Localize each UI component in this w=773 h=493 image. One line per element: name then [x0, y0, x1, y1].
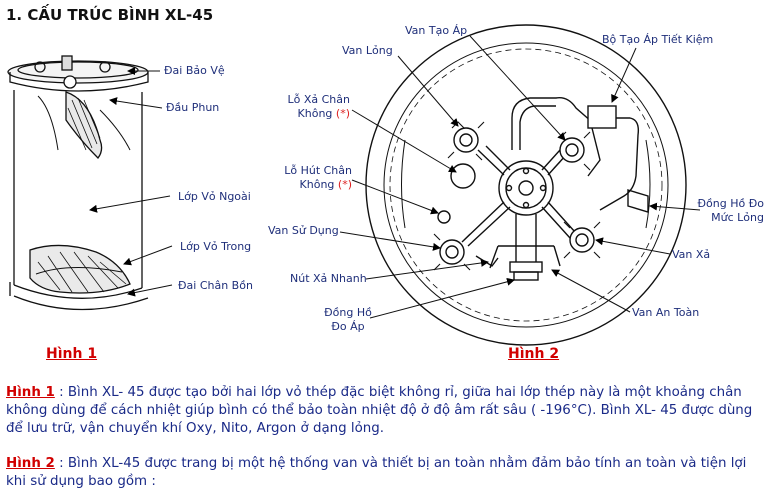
valve-drawing	[366, 25, 686, 345]
paragraph-figure1-text: : Bình XL- 45 được tạo bởi hai lớp vỏ thép đặc biệt không rỉ, giữa hai lớp thép này là một khoảng chân không dùng để cách nhiệt giúp bình có thể bảo toàn nhiệt độ ở độ âm rất sâu ( -196°C). Bình XL- 45 được dùng để lưu trữ, vận chuyển khí Oxy, Nito, Argon ở dạng lỏng.	[6, 385, 753, 436]
paragraph-figure2	[6, 455, 768, 491]
section-title: 1. CẤU TRÚC BÌNH XL-45	[6, 6, 214, 24]
figure2-caption: Hình 2	[508, 346, 560, 362]
paragraph-figure2-key: Hình 2	[6, 456, 55, 471]
label-nut-xa-nhanh: Nút Xả Nhanh	[290, 272, 367, 285]
label-van-su-dung: Van Sử Dụng	[268, 224, 339, 237]
label-lop-vo-ngoai: Lớp Vỏ Ngoài	[178, 190, 251, 203]
label-van-an-toan: Van An Toàn	[632, 306, 700, 319]
label-dong-ho-do-ap: Đồng Hồ Đo Áp	[324, 306, 372, 333]
cylinder-drawing	[8, 56, 148, 310]
paragraph-figure1	[6, 384, 768, 438]
paragraph-figure2-text: : Bình XL-45 được trang bị một hệ thống van và thiết bị an toàn nhằm đảm bảo tính an toàn và tiện lợi khi sử dụng bao gồm :	[6, 456, 747, 489]
label-van-xa: Van Xả	[672, 248, 711, 261]
label-lo-hut-chan-khong: Lỗ Hút Chân Không (*)	[284, 164, 352, 191]
label-van-long: Van Lỏng	[342, 44, 393, 57]
figure1-caption: Hình 1	[46, 346, 98, 362]
label-lop-vo-trong: Lớp Vỏ Trong	[180, 240, 252, 253]
label-dong-ho-do-muc-long: Đồng Hồ Đo Mức Lỏng	[697, 197, 764, 224]
label-dau-phun: Đầu Phun	[166, 101, 220, 114]
label-lo-xa-chan-khong: Lỗ Xả Chân Không (*)	[287, 93, 350, 120]
paragraph-figure1-key: Hình 1	[6, 385, 55, 400]
label-dai-chan-bon: Đai Chân Bồn	[178, 279, 253, 292]
label-bo-tao-ap-tiet-kiem: Bộ Tạo Áp Tiết Kiệm	[602, 33, 714, 46]
label-dai-bao-ve: Đai Bảo Vệ	[164, 64, 225, 77]
label-van-tao-ap: Van Tạo Áp	[405, 24, 468, 37]
